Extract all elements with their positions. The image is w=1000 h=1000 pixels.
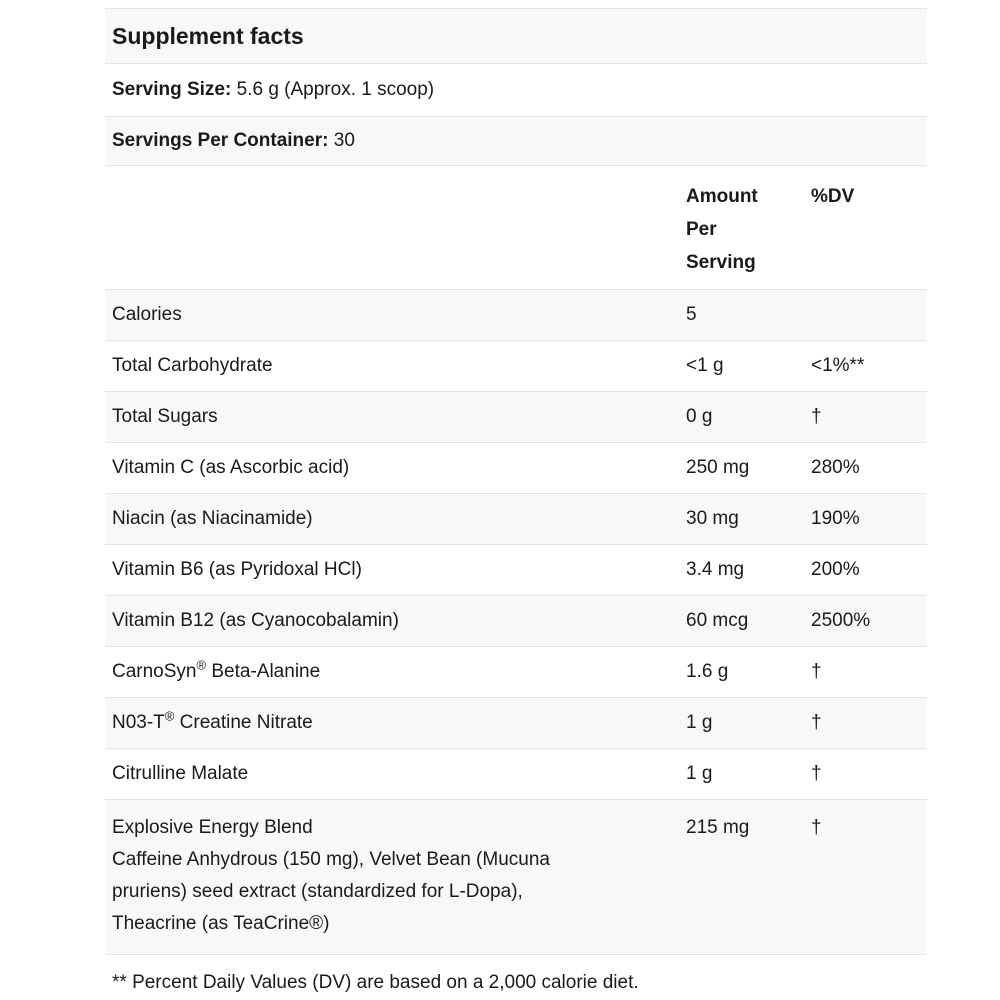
nutrient-amount: 30 mg: [686, 508, 739, 529]
nutrient-dv: †: [811, 817, 822, 838]
blend-description-line: Theacrine (as TeaCrine®): [112, 913, 330, 934]
blend-description-line: pruriens) seed extract (standardized for L-Dopa),: [112, 881, 523, 902]
serving-size-value: 5.6 g (Approx. 1 scoop): [236, 79, 435, 100]
table-row-total-carbohydrate: [105, 340, 927, 391]
blend-name-and-description: [105, 812, 686, 940]
nutrient-amount: 215 mg: [686, 817, 750, 838]
table-header-row: [105, 165, 927, 289]
nutrient-dv: †: [811, 406, 822, 427]
servings-per-container-label: Servings Per Container:: [112, 130, 329, 151]
nutrient-name: Total Sugars: [112, 406, 218, 427]
registered-trademark-symbol: ®: [164, 708, 175, 724]
servings-per-container-row: [105, 116, 927, 165]
amount-per-serving-header: Amount Per Serving: [686, 186, 758, 273]
registered-trademark-symbol: ®: [196, 657, 207, 673]
nutrient-dv: †: [811, 661, 822, 682]
table-row-niacin: [105, 493, 927, 544]
nutrient-name: Total Carbohydrate: [112, 355, 273, 376]
nutrient-dv: †: [811, 763, 822, 784]
table-row-creatine-nitrate: [105, 697, 927, 748]
serving-size-label: Serving Size:: [112, 79, 232, 100]
table-row-vitamin-c: [105, 442, 927, 493]
nutrient-amount: 1 g: [686, 763, 713, 784]
nutrient-amount: 3.4 mg: [686, 559, 745, 580]
nutrient-name: Explosive Energy Blend: [112, 817, 313, 838]
nutrient-amount: 1.6 g: [686, 661, 729, 682]
nutrient-dv: 280%: [811, 457, 860, 478]
serving-size-row: [105, 63, 927, 116]
nutrient-amount: 1 g: [686, 712, 713, 733]
nutrient-amount: <1 g: [686, 355, 724, 376]
nutrient-dv: 200%: [811, 559, 860, 580]
nutrient-name: Calories: [112, 304, 182, 325]
panel-title-row: [105, 8, 927, 63]
nutrient-name: Vitamin B6 (as Pyridoxal HCl): [112, 559, 362, 580]
nutrient-dv: †: [811, 712, 822, 733]
servings-per-container-value: 30: [333, 130, 355, 151]
nutrient-name: Niacin (as Niacinamide): [112, 508, 313, 529]
nutrient-name: CarnoSyn® Beta-Alanine: [112, 657, 321, 682]
table-row-explosive-energy-blend: [105, 799, 927, 954]
nutrient-name: Vitamin C (as Ascorbic acid): [112, 457, 350, 478]
nutrient-dv: 190%: [811, 508, 860, 529]
table-row-carnosyn-beta-alanine: [105, 646, 927, 697]
nutrient-amount: 250 mg: [686, 457, 750, 478]
nutrient-dv: 2500%: [811, 610, 871, 631]
percent-dv-header: %DV: [811, 186, 855, 207]
supplement-facts-panel: [105, 8, 927, 999]
table-row-total-sugars: [105, 391, 927, 442]
blend-description: [112, 844, 686, 940]
daily-values-footnote: ** Percent Daily Values (DV) are based on a 2,000 calorie diet.: [105, 954, 927, 999]
nutrient-name: Vitamin B12 (as Cyanocobalamin): [112, 610, 399, 631]
nutrient-amount: 5: [686, 304, 697, 325]
nutrient-amount: 0 g: [686, 406, 713, 427]
table-row-vitamin-b6: [105, 544, 927, 595]
table-row-vitamin-b12: [105, 595, 927, 646]
nutrient-name: Citrulline Malate: [112, 763, 249, 784]
table-row-citrulline-malate: [105, 748, 927, 799]
nutrient-dv: <1%**: [811, 355, 865, 376]
nutrient-amount: 60 mcg: [686, 610, 749, 631]
blend-description-line: Caffeine Anhydrous (150 mg), Velvet Bean (Mucuna: [112, 849, 550, 870]
nutrient-name: N03-T® Creatine Nitrate: [112, 708, 313, 733]
table-row-calories: [105, 289, 927, 340]
panel-title: Supplement facts: [112, 23, 304, 49]
